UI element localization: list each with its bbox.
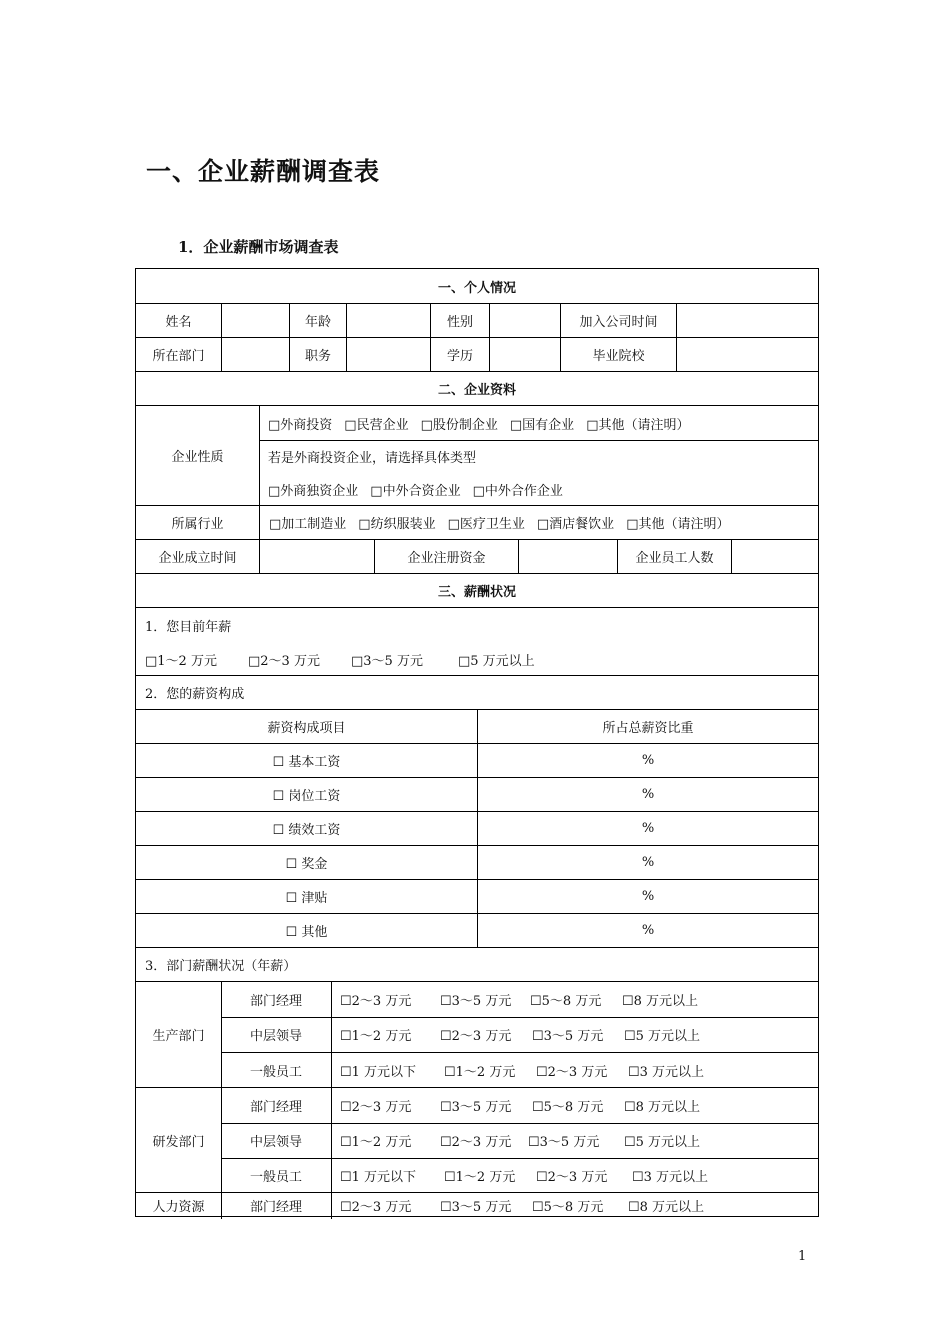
role-options	[340, 1017, 700, 1052]
page-number: 1	[798, 1249, 807, 1264]
school-field[interactable]	[676, 338, 818, 371]
salary-option[interactable]: ☐2～3 万元	[340, 1199, 412, 1215]
composition-item-header: 薪资构成项目	[267, 721, 346, 736]
salary-survey-table	[135, 268, 819, 1217]
salary-option[interactable]: ☐5～8 万元	[532, 1100, 604, 1115]
dept-name: 生产部门	[152, 1029, 205, 1044]
composition-row	[136, 879, 818, 913]
role-options	[340, 982, 698, 1017]
foreign-prompt: 若是外商投资企业，请选择具体类型	[268, 450, 477, 466]
salary-option[interactable]: ☐2～3 万元	[340, 994, 412, 1009]
salary-option[interactable]: ☐5 万元以上	[624, 1029, 701, 1044]
q1-option[interactable]: □2～3 万元	[248, 653, 320, 669]
personal-row-1	[136, 303, 818, 337]
q1-option[interactable]: □3～5 万元	[351, 653, 423, 669]
gender-label: 性别	[430, 304, 489, 337]
education-label: 学历	[430, 338, 489, 371]
salary-option[interactable]: ☐5 万元以上	[624, 1135, 701, 1150]
salary-option[interactable]: ☐1～2 万元	[340, 1135, 412, 1150]
dept-name: 研发部门	[152, 1134, 205, 1150]
section-company-row	[136, 371, 818, 405]
personal-row-2	[136, 337, 818, 371]
age-label: 年龄	[289, 304, 346, 337]
employees-label: 企业员工人数	[617, 540, 731, 573]
name-label: 姓名	[165, 315, 192, 330]
salary-option[interactable]: ☐8 万元以上	[622, 994, 699, 1009]
composition-item[interactable]: ☐ 绩效工资	[272, 823, 341, 838]
nature-option[interactable]: □国有企业	[509, 417, 575, 433]
age-field[interactable]	[346, 304, 430, 337]
salary-option[interactable]: ☐2～3 万元	[440, 1135, 512, 1150]
dept-block-hr	[136, 1192, 818, 1218]
role-label: 一般员工	[249, 1170, 302, 1185]
role-options	[340, 1123, 700, 1158]
department-field[interactable]	[221, 338, 289, 371]
salary-option[interactable]: ☐1～2 万元	[340, 1029, 412, 1044]
composition-percent[interactable]: %	[477, 914, 818, 947]
role-label: 中层领导	[249, 1135, 302, 1150]
role-label: 部门经理	[249, 1100, 302, 1115]
role-label: 部门经理	[249, 1199, 302, 1215]
salary-option[interactable]: ☐3～5 万元	[440, 1199, 512, 1215]
composition-row	[136, 913, 818, 947]
composition-percent[interactable]: %	[477, 846, 818, 879]
salary-option[interactable]: ☐1～2 万元	[444, 1170, 516, 1185]
composition-percent[interactable]: %	[477, 778, 818, 811]
salary-option[interactable]: ☐2～3 万元	[536, 1170, 608, 1185]
department-label: 所在部门	[152, 349, 205, 364]
section-salary-title: 三、薪酬状况	[437, 585, 516, 600]
industry-label: 所属行业	[171, 517, 224, 532]
q1-option[interactable]: □5 万元以上	[458, 653, 535, 669]
composition-ratio-header: 所占总薪资比重	[477, 710, 818, 743]
join-date-field[interactable]	[676, 304, 818, 337]
industry-option[interactable]: □酒店餐饮业	[536, 517, 615, 532]
salary-option[interactable]: ☐3～5 万元	[440, 994, 512, 1009]
q2-question: 2．您的薪资构成	[145, 687, 245, 702]
nature-label: 企业性质	[171, 450, 224, 465]
position-field[interactable]	[346, 338, 430, 371]
capital-label: 企业注册资金	[374, 540, 518, 573]
foreign-option[interactable]: □中外合作企业	[472, 483, 563, 499]
section-company-title: 二、企业资料	[437, 383, 516, 398]
salary-option[interactable]: ☐8 万元以上	[624, 1100, 701, 1115]
dept-block-rnd	[136, 1087, 818, 1192]
salary-option[interactable]: ☐5～8 万元	[532, 1199, 604, 1215]
industry-option[interactable]: □医疗卫生业	[447, 517, 525, 532]
foreign-option[interactable]: □中外合资企业	[370, 483, 461, 499]
nature-options	[268, 406, 689, 440]
gender-field[interactable]	[489, 304, 560, 337]
composition-item[interactable]: ☐ 岗位工资	[272, 789, 341, 804]
name-field[interactable]	[221, 304, 289, 337]
role-options	[340, 1158, 708, 1193]
composition-header-row	[136, 709, 818, 743]
founded-label: 企业成立时间	[158, 551, 237, 566]
section-salary-row	[136, 573, 818, 607]
foreign-options	[268, 472, 563, 506]
industry-options	[259, 506, 818, 539]
section-personal-row	[136, 269, 818, 303]
q1-options	[145, 642, 535, 676]
q3-row	[136, 947, 818, 981]
salary-option[interactable]: ☐1 万元以下	[340, 1064, 417, 1080]
salary-option[interactable]: ☐2～3 万元	[340, 1100, 412, 1115]
industry-row	[136, 505, 818, 539]
nature-option[interactable]: □其他（请注明）	[586, 417, 690, 433]
role-label: 一般员工	[249, 1064, 302, 1080]
foreign-option[interactable]: □外商独资企业	[268, 483, 359, 499]
composition-percent[interactable]: %	[477, 744, 818, 777]
join-date-label: 加入公司时间	[560, 304, 676, 337]
nature-block	[136, 405, 818, 505]
section-personal-title: 一、个人情况	[437, 280, 516, 296]
dept-name: 人力资源	[152, 1200, 205, 1215]
salary-option[interactable]: ☐3～5 万元	[440, 1100, 512, 1115]
salary-option[interactable]: ☐2～3 万元	[536, 1064, 608, 1080]
composition-percent[interactable]: %	[477, 880, 818, 913]
composition-row	[136, 811, 818, 845]
industry-option[interactable]: □纺织服装业	[358, 517, 436, 532]
industry-option[interactable]: □其他（请注明）	[626, 517, 730, 532]
salary-option[interactable]: ☐1 万元以下	[340, 1170, 417, 1185]
composition-item[interactable]: ☐ 基本工资	[272, 755, 341, 770]
salary-option[interactable]: ☐3 万元以上	[632, 1170, 709, 1185]
salary-option[interactable]: ☐2～3 万元	[440, 1029, 512, 1044]
salary-option[interactable]: ☐5～8 万元	[530, 994, 602, 1009]
composition-row	[136, 777, 818, 811]
industry-option[interactable]: □加工制造业	[269, 517, 347, 532]
salary-option[interactable]: ☐1～2 万元	[444, 1064, 516, 1080]
capital-field[interactable]	[518, 540, 617, 573]
founded-field[interactable]	[259, 540, 374, 573]
salary-option[interactable]: ☐3～5 万元	[528, 1135, 600, 1150]
nature-option[interactable]: □股份制企业	[420, 417, 498, 433]
composition-item[interactable]: ☐ 其他	[285, 925, 328, 940]
composition-row	[136, 743, 818, 777]
company-info-row	[136, 539, 818, 573]
position-label: 职务	[289, 338, 346, 371]
composition-percent[interactable]: %	[477, 812, 818, 845]
employees-field[interactable]	[731, 540, 818, 573]
q1-block	[136, 607, 818, 675]
salary-option[interactable]: ☐8 万元以上	[628, 1199, 705, 1215]
school-label: 毕业院校	[560, 338, 676, 371]
composition-item[interactable]: ☐ 津贴	[285, 891, 328, 906]
composition-item[interactable]: ☐ 奖金	[285, 857, 328, 872]
salary-option[interactable]: ☐3～5 万元	[532, 1029, 604, 1044]
education-field[interactable]	[489, 338, 560, 371]
table-title: 1．企业薪酬市场调查表	[178, 238, 339, 256]
q1-question: 1．您目前年薪	[145, 619, 232, 635]
role-label: 中层领导	[249, 1029, 302, 1044]
salary-option[interactable]: ☐3 万元以上	[628, 1064, 705, 1080]
role-label: 部门经理	[249, 994, 302, 1009]
role-options	[340, 1052, 704, 1088]
q2-row	[136, 675, 818, 709]
role-options	[340, 1193, 704, 1217]
q3-question: 3．部门薪酬状况（年薪）	[145, 959, 297, 974]
dept-block-production	[136, 981, 818, 1087]
page-heading: 一、企业薪酬调查表	[146, 157, 381, 186]
nature-option[interactable]: □外商投资	[268, 417, 333, 433]
role-options	[340, 1088, 700, 1123]
composition-row	[136, 845, 818, 879]
nature-option[interactable]: □民营企业	[344, 417, 409, 433]
q1-option[interactable]: □1～2 万元	[145, 653, 217, 669]
